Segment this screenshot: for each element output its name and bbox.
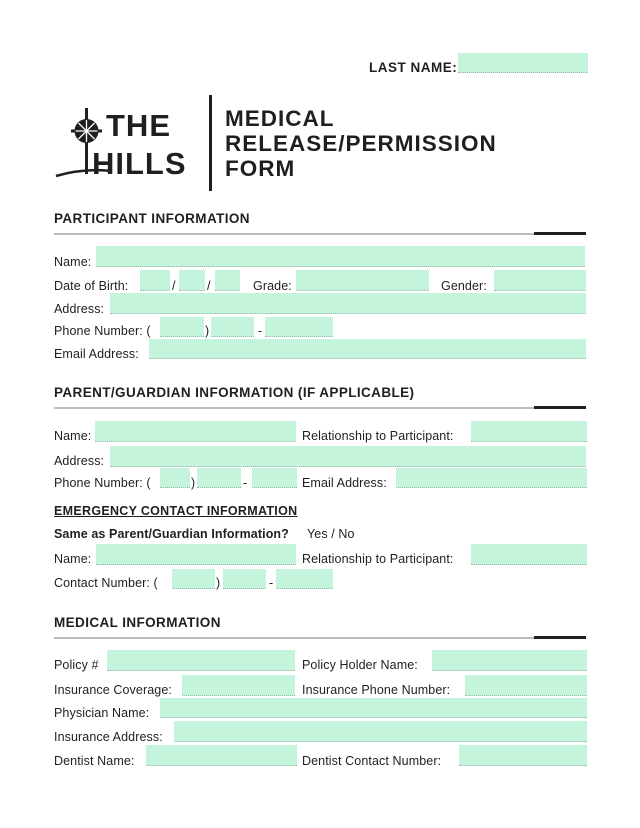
dob-slash-2: /: [207, 279, 211, 293]
physician-name-label: Physician Name:: [54, 706, 150, 720]
gender-field[interactable]: [494, 270, 586, 291]
guardian-rule: [54, 407, 586, 409]
medical-rule: [54, 637, 586, 639]
guardian-phone-close-paren: ): [191, 476, 196, 490]
emergency-section-title: EMERGENCY CONTACT INFORMATION: [54, 504, 298, 518]
participant-name-label: Name:: [54, 255, 92, 269]
participant-phone-area-field[interactable]: [160, 317, 204, 337]
emergency-contact-dash: -: [269, 576, 274, 590]
policy-number-label: Policy #: [54, 658, 99, 672]
participant-phone-line-field[interactable]: [265, 317, 333, 337]
grade-label: Grade:: [253, 279, 292, 293]
participant-email-label: Email Address:: [54, 347, 139, 361]
guardian-phone-prefix-field[interactable]: [197, 468, 241, 488]
guardian-phone-label: Phone Number: (: [54, 476, 151, 490]
dob-slash-1: /: [172, 279, 176, 293]
guardian-section-title: PARENT/GUARDIAN INFORMATION (IF APPLICABLE): [54, 385, 415, 400]
gender-label: Gender:: [441, 279, 487, 293]
dob-month-field[interactable]: [140, 270, 170, 291]
policy-number-field[interactable]: [107, 650, 295, 671]
dob-day-field[interactable]: [179, 270, 205, 291]
title-form: FORM: [225, 156, 296, 181]
insurance-coverage-label: Insurance Coverage:: [54, 683, 172, 697]
emergency-name-label: Name:: [54, 552, 92, 566]
participant-name-field[interactable]: [96, 246, 585, 267]
guardian-address-field[interactable]: [110, 446, 586, 467]
emergency-contact-label: Contact Number: (: [54, 576, 158, 590]
emergency-name-field[interactable]: [96, 544, 296, 565]
physician-name-field[interactable]: [160, 698, 587, 718]
insurance-coverage-field[interactable]: [182, 675, 295, 696]
guardian-relationship-field[interactable]: [471, 421, 587, 442]
header-divider: [209, 95, 212, 191]
participant-section-title: PARTICIPANT INFORMATION: [54, 211, 250, 226]
guardian-phone-area-field[interactable]: [160, 468, 190, 488]
emergency-contact-prefix-field[interactable]: [223, 569, 266, 589]
insurance-address-field[interactable]: [174, 721, 587, 742]
guardian-name-label: Name:: [54, 429, 92, 443]
participant-address-field[interactable]: [110, 293, 586, 314]
same-as-guardian-question: Same as Parent/Guardian Information?: [54, 527, 289, 541]
participant-phone-close-paren: ): [205, 324, 210, 338]
dentist-name-label: Dentist Name:: [54, 754, 135, 768]
emergency-contact-close-paren: ): [216, 576, 221, 590]
guardian-relationship-label: Relationship to Participant:: [302, 429, 454, 443]
insurance-address-label: Insurance Address:: [54, 730, 163, 744]
guardian-phone-line-field[interactable]: [252, 468, 297, 488]
dob-label: Date of Birth:: [54, 279, 129, 293]
dentist-name-field[interactable]: [146, 745, 297, 766]
participant-phone-label: Phone Number: (: [54, 324, 151, 338]
dentist-contact-label: Dentist Contact Number:: [302, 754, 442, 768]
participant-rule: [54, 233, 586, 235]
policy-holder-field[interactable]: [432, 650, 587, 671]
guardian-address-label: Address:: [54, 454, 105, 468]
guardian-email-label: Email Address:: [302, 476, 387, 490]
grade-field[interactable]: [296, 270, 429, 291]
dentist-contact-field[interactable]: [459, 745, 587, 766]
policy-holder-label: Policy Holder Name:: [302, 658, 418, 672]
dob-year-field[interactable]: [215, 270, 240, 291]
logo-text-the: THE: [106, 108, 171, 143]
emergency-relationship-field[interactable]: [471, 544, 587, 565]
title-medical: MEDICAL: [225, 106, 335, 131]
last-name-label: LAST NAME:: [369, 60, 458, 75]
same-as-guardian-options[interactable]: Yes / No: [307, 527, 355, 541]
participant-email-field[interactable]: [149, 339, 586, 359]
guardian-phone-dash: -: [243, 476, 248, 490]
medical-section-title: MEDICAL INFORMATION: [54, 615, 221, 630]
emergency-contact-line-field[interactable]: [276, 569, 333, 589]
logo-text-hills: HILLS: [92, 146, 187, 181]
participant-address-label: Address:: [54, 302, 105, 316]
insurance-phone-field[interactable]: [465, 675, 587, 696]
last-name-field[interactable]: [458, 53, 588, 73]
emergency-contact-area-field[interactable]: [172, 569, 215, 589]
emergency-relationship-label: Relationship to Participant:: [302, 552, 454, 566]
insurance-phone-label: Insurance Phone Number:: [302, 683, 451, 697]
guardian-name-field[interactable]: [95, 421, 296, 442]
participant-phone-prefix-field[interactable]: [211, 317, 254, 337]
guardian-email-field[interactable]: [396, 468, 587, 488]
title-release-permission: RELEASE/PERMISSION: [225, 131, 497, 156]
the-hills-logo: [54, 104, 204, 184]
participant-phone-dash: -: [258, 324, 263, 338]
